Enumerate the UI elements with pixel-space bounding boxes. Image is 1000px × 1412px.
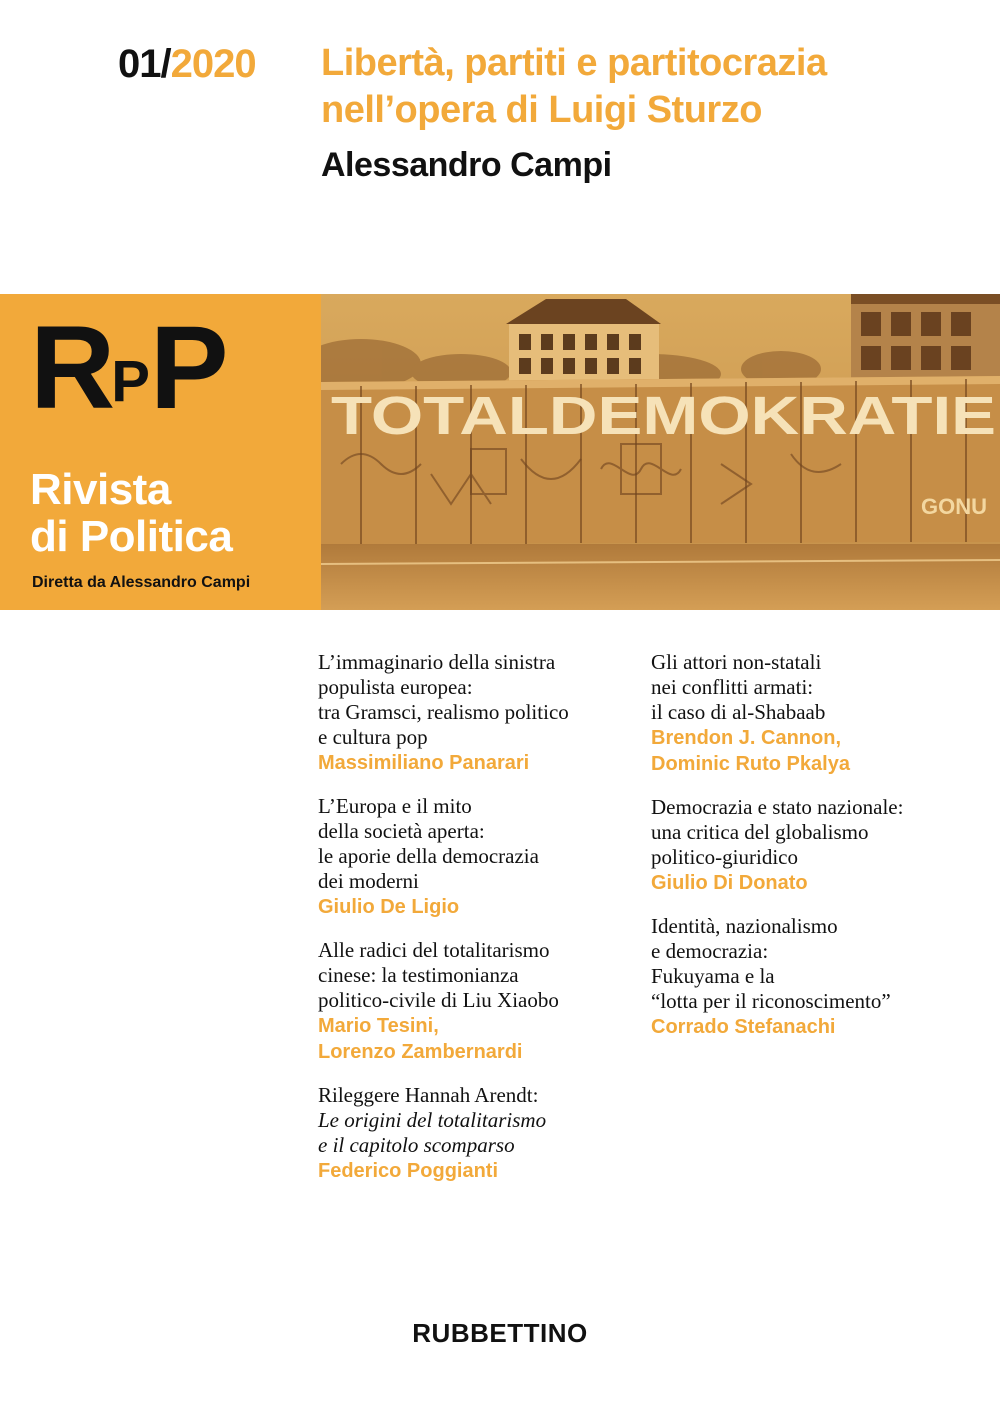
article-entry bbox=[318, 650, 638, 776]
article-title-line: e cultura pop bbox=[318, 725, 428, 749]
article-title-line bbox=[318, 1133, 638, 1158]
article-title-line: L’immaginario della sinistra bbox=[318, 650, 556, 674]
article-entry bbox=[318, 794, 638, 920]
issue-label bbox=[118, 40, 256, 88]
feature-title-line: nell’opera di Luigi Sturzo bbox=[321, 89, 762, 131]
article-title-line: L’Europa e il mito bbox=[318, 794, 472, 818]
article-entry bbox=[651, 650, 971, 777]
article-author: Giulio De Ligio bbox=[318, 896, 460, 918]
article-title-italic: Le origini del totalitarismo bbox=[318, 1108, 547, 1132]
masthead-panel bbox=[0, 294, 321, 610]
journal-name bbox=[30, 466, 232, 560]
articles-column-right bbox=[651, 650, 971, 1058]
logo-letter: R bbox=[30, 302, 112, 434]
feature-author: Alessandro Campi bbox=[321, 146, 612, 184]
article-title-line: populista europea: bbox=[318, 675, 473, 699]
article-title-line: nei conflitti armati: bbox=[651, 675, 814, 699]
article-title-line: della società aperta: bbox=[318, 819, 485, 843]
article-title-line: tra Gramsci, realismo politico bbox=[318, 700, 569, 724]
building-right bbox=[851, 294, 1000, 386]
article-entry bbox=[318, 938, 638, 1065]
article-entry bbox=[651, 914, 971, 1040]
article-title-line: Alle radici del totalitarismo bbox=[318, 938, 550, 962]
journal-name-line: di Politica bbox=[30, 512, 233, 561]
article-title-line: “lotta per il riconoscimento” bbox=[651, 989, 891, 1013]
ground bbox=[321, 544, 1000, 610]
article-author: Brendon J. Cannon, bbox=[651, 727, 841, 749]
issue-number: 01/ bbox=[118, 42, 171, 86]
feature-title-line: Libertà, partiti e partitocrazia bbox=[321, 42, 827, 84]
article-title-line: Democrazia e stato nazionale: bbox=[651, 795, 904, 819]
wall-graffiti-small: GONU bbox=[921, 494, 987, 519]
article-title-line: cinese: la testimonianza bbox=[318, 963, 519, 987]
article-author: Massimiliano Panarari bbox=[318, 752, 530, 774]
publisher-logo: RUBBETTINO bbox=[412, 1318, 588, 1348]
article-title-line: le aporie della democrazia bbox=[318, 844, 539, 868]
article-title-line: politico-civile di Liu Xiaobo bbox=[318, 988, 559, 1012]
issue-year: 2020 bbox=[170, 42, 256, 86]
masthead-band bbox=[0, 294, 1000, 610]
article-author: Federico Poggianti bbox=[318, 1160, 499, 1182]
director-line: Diretta da Alessandro Campi bbox=[32, 574, 251, 591]
wall-graffiti-text: TOTALDEMOKRATIE bbox=[331, 386, 996, 446]
article-author: Giulio Di Donato bbox=[651, 872, 808, 894]
rdp-logo bbox=[30, 302, 225, 434]
article-title-line: Rileggere Hannah Arendt: bbox=[318, 1083, 539, 1107]
feature-title bbox=[321, 40, 971, 134]
article-entry bbox=[651, 795, 971, 896]
article-title-line: politico-giuridico bbox=[651, 845, 798, 869]
building-left bbox=[506, 299, 661, 386]
article-entry bbox=[318, 1083, 638, 1184]
article-author: Mario Tesini, bbox=[318, 1015, 439, 1037]
article-title-line: una critica del globalismo bbox=[651, 820, 869, 844]
article-author: Dominic Ruto Pkalya bbox=[651, 753, 850, 775]
articles-column-left bbox=[318, 650, 638, 1202]
journal-name-line: Rivista bbox=[30, 465, 171, 514]
article-author: Lorenzo Zambernardi bbox=[318, 1041, 523, 1063]
article-author: Corrado Stefanachi bbox=[651, 1016, 836, 1038]
article-title-line: e democrazia: bbox=[651, 939, 769, 963]
article-title-line: dei moderni bbox=[318, 869, 419, 893]
cover-photo-berlin-wall bbox=[321, 294, 1000, 610]
article-title-line: Identità, nazionalismo bbox=[651, 914, 838, 938]
article-title-line bbox=[318, 1108, 638, 1133]
article-title-italic: e il capitolo scomparso bbox=[318, 1133, 515, 1157]
article-title-line: Gli attori non-statali bbox=[651, 650, 822, 674]
article-title-line: Fukuyama e la bbox=[651, 964, 775, 988]
logo-superscript: P bbox=[111, 349, 150, 414]
logo-letter: P bbox=[149, 302, 225, 434]
article-title-line: il caso di al-Shabaab bbox=[651, 700, 826, 724]
